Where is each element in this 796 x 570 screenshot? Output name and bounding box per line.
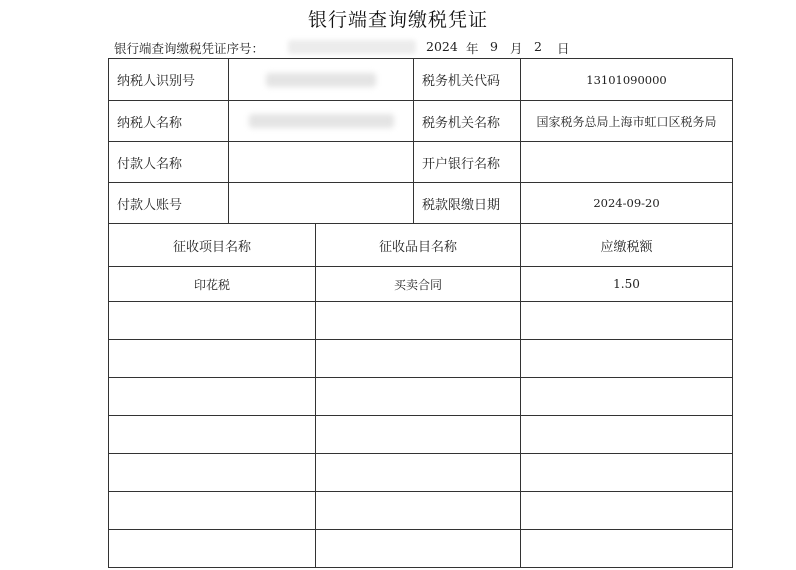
table-row [109, 267, 733, 302]
header-levy-category: 征收品目名称 [316, 224, 521, 267]
table-row [109, 454, 733, 492]
info-row-taxpayer-name [109, 101, 733, 142]
document-title: 银行端查询缴税凭证 [307, 9, 488, 31]
items-header-row [109, 224, 733, 267]
taxpayer-name-redacted [249, 114, 394, 128]
levy-category-cell: 买卖合同 [316, 267, 521, 302]
payment-deadline-value: 2024-09-20 [521, 183, 733, 224]
header-tax-amount: 应缴税额 [521, 224, 733, 267]
levy-category-cell [316, 416, 521, 454]
payer-account-value [229, 183, 414, 224]
levy-category-cell [316, 378, 521, 416]
levy-category-cell [316, 492, 521, 530]
tax-amount-cell [521, 340, 733, 378]
taxpayer-id-redacted [266, 73, 376, 87]
levy-item-cell [109, 492, 316, 530]
table-row [109, 302, 733, 340]
date-year: 2024 [426, 39, 458, 54]
taxpayer-id-label: 纳税人识别号 [109, 59, 229, 101]
tax-amount-cell [521, 378, 733, 416]
date-month: 9 [490, 39, 498, 54]
payer-account-label: 付款人账号 [109, 183, 229, 224]
header-levy-item: 征收项目名称 [109, 224, 316, 267]
levy-item-cell [109, 378, 316, 416]
payer-name-label: 付款人名称 [109, 142, 229, 183]
levy-category-cell [316, 340, 521, 378]
info-row-payer-name [109, 142, 733, 183]
date-day: 2 [534, 39, 542, 54]
tax-amount-cell: 1.50 [521, 267, 733, 302]
table-row [109, 340, 733, 378]
tax-voucher-table [108, 58, 733, 568]
levy-item-cell [109, 454, 316, 492]
table-row [109, 378, 733, 416]
tax-amount-cell [521, 530, 733, 568]
tax-amount-cell [521, 454, 733, 492]
tax-amount-cell [521, 302, 733, 340]
info-row-payer-account [109, 183, 733, 224]
payer-name-value [229, 142, 414, 183]
levy-category-cell [316, 454, 521, 492]
taxpayer-name-label: 纳税人名称 [109, 101, 229, 142]
date-year-unit: 年 [466, 41, 479, 56]
taxpayer-id-value [229, 59, 414, 101]
serial-number-redacted [288, 40, 416, 54]
bank-name-value [521, 142, 733, 183]
info-row-taxpayer-id [109, 59, 733, 101]
tax-authority-code-label: 税务机关代码 [414, 59, 521, 101]
levy-item-cell [109, 340, 316, 378]
payment-deadline-label: 税款限缴日期 [414, 183, 521, 224]
tax-amount-cell [521, 416, 733, 454]
table-row [109, 492, 733, 530]
bank-name-label: 开户银行名称 [414, 142, 521, 183]
tax-authority-name-value: 国家税务总局上海市虹口区税务局 [521, 101, 733, 142]
tax-authority-name-label: 税务机关名称 [414, 101, 521, 142]
levy-item-cell [109, 302, 316, 340]
levy-item-cell: 印花税 [109, 267, 316, 302]
date-day-unit: 日 [557, 41, 570, 56]
levy-item-cell [109, 416, 316, 454]
levy-item-cell [109, 530, 316, 568]
taxpayer-name-value [229, 101, 414, 142]
serial-label: 银行端查询缴税凭证序号： [114, 41, 265, 56]
levy-category-cell [316, 530, 521, 568]
tax-authority-code-value: 13101090000 [521, 59, 733, 101]
levy-category-cell [316, 302, 521, 340]
tax-amount-cell [521, 492, 733, 530]
table-row [109, 530, 733, 568]
table-row [109, 416, 733, 454]
date-month-unit: 月 [510, 41, 523, 56]
